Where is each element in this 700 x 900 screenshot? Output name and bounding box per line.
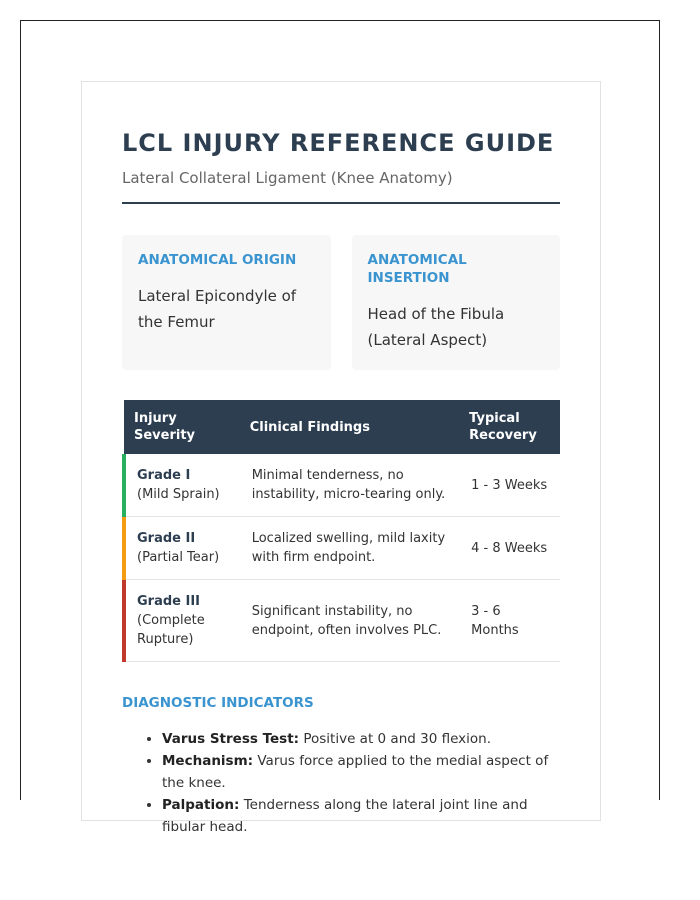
origin-value: Lateral Epicondyle of the Femur	[138, 287, 297, 331]
grade-label: Grade III	[137, 594, 201, 609]
severity-table	[122, 400, 560, 662]
findings-cell: Localized swelling, mild laxity with firm endpoint.	[240, 517, 459, 580]
table-row	[124, 517, 560, 580]
page-title: LCL INJURY REFERENCE GUIDE	[122, 129, 555, 157]
insertion-box	[352, 235, 561, 370]
origin-box	[122, 235, 331, 370]
origin-heading: ANATOMICAL ORIGIN	[138, 252, 297, 268]
indicator-label: Varus Stress Test:	[162, 731, 300, 747]
grade-detail: (Partial Tear)	[137, 550, 220, 565]
findings-cell: Significant instability, no endpoint, often involves PLC.	[240, 580, 459, 662]
diagnostics-list	[122, 728, 560, 838]
severity-cell	[124, 580, 240, 662]
indicator-text: Tenderness along the lateral joint line and fibular head.	[162, 797, 528, 835]
indicator-text: Positive at 0 and 30 flexion.	[303, 731, 491, 747]
header-recovery: Typical Recovery	[459, 400, 560, 454]
list-item	[162, 750, 560, 794]
list-item	[162, 728, 560, 750]
page-frame	[20, 20, 660, 835]
grade-detail: (Mild Sprain)	[137, 487, 220, 502]
indicator-label: Mechanism:	[162, 753, 254, 769]
severity-cell	[124, 454, 240, 517]
indicator-text: Varus force applied to the medial aspect of the knee.	[162, 753, 549, 791]
anatomy-boxes	[122, 235, 560, 370]
grade-detail: (Complete Rupture)	[137, 613, 205, 647]
insertion-heading: ANATOMICAL INSERTION	[367, 252, 467, 286]
recovery-cell: 1 - 3 Weeks	[459, 454, 560, 517]
table-row	[124, 454, 560, 517]
table-header-row	[124, 400, 560, 454]
list-item	[162, 794, 560, 838]
findings-cell: Minimal tenderness, no instability, micro-tearing only.	[240, 454, 459, 517]
grade-label: Grade II	[137, 531, 196, 546]
header-severity: Injury Severity	[124, 400, 240, 454]
page-subtitle: Lateral Collateral Ligament (Knee Anatomy)	[122, 169, 453, 187]
severity-cell	[124, 517, 240, 580]
header-findings: Clinical Findings	[240, 400, 459, 454]
grade-label: Grade I	[137, 468, 191, 483]
table-row	[124, 580, 560, 662]
recovery-cell: 3 - 6 Months	[459, 580, 560, 662]
title-divider	[122, 202, 560, 204]
recovery-cell: 4 - 8 Weeks	[459, 517, 560, 580]
guide-card	[81, 81, 601, 835]
indicator-label: Palpation:	[162, 797, 240, 813]
insertion-value: Head of the Fibula (Lateral Aspect)	[367, 305, 505, 349]
diagnostics-heading: DIAGNOSTIC INDICATORS	[122, 695, 314, 711]
